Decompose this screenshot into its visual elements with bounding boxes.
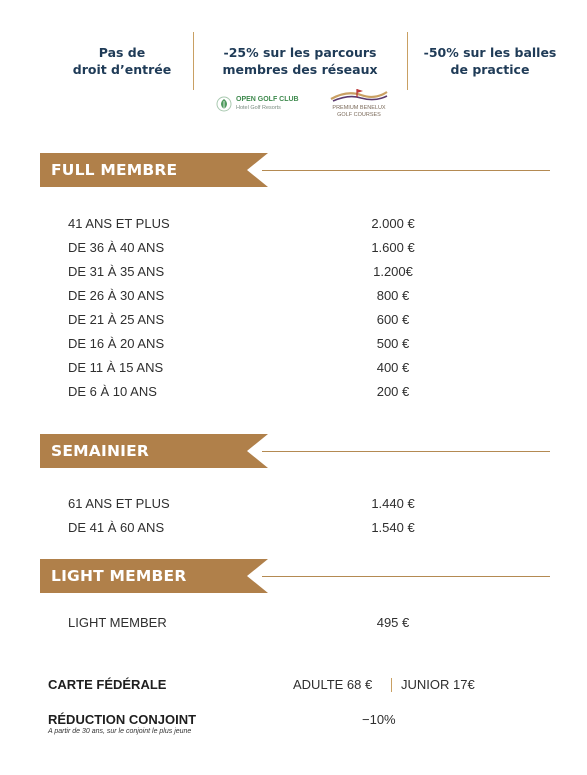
benefit-practice-line1: -50% sur les balles [423, 45, 557, 60]
price-row [0, 262, 587, 282]
flag-wave-icon [327, 88, 391, 102]
benefit-practice-discount [415, 44, 565, 78]
carte-federale-junior-price: JUNIOR 17€ [401, 677, 475, 692]
section-banner [40, 559, 268, 593]
price-row-value: 495 € [376, 615, 410, 630]
section-title: SEMAINIER [51, 442, 150, 460]
price-row [0, 286, 587, 306]
price-row-value: 500 € [376, 336, 410, 351]
price-row [0, 382, 587, 402]
price-row [0, 238, 587, 258]
premium-benelux-name-line2: GOLF COURSES [337, 112, 381, 118]
reduction-conjoint-note: A partir de 30 ans, sur le conjoint le plus jeune [48, 728, 192, 735]
price-row-value: 1.540 € [371, 520, 415, 535]
premium-benelux-name [324, 105, 394, 119]
price-row-value: 200 € [376, 384, 410, 399]
price-row-label: DE 41 À 60 ANS [68, 520, 165, 535]
price-row-label: DE 21 À 25 ANS [68, 312, 165, 327]
premium-benelux-name-line1: PREMIUM BENELUX [332, 105, 386, 111]
section-header-light-member [0, 559, 587, 595]
price-row-label: DE 31 À 35 ANS [68, 264, 165, 279]
price-row-label: DE 6 À 10 ANS [68, 384, 157, 399]
section-rule [262, 576, 550, 577]
benefit-divider [407, 32, 408, 90]
benefit-network-line1: -25% sur les parcours [223, 45, 377, 60]
benefit-divider [193, 32, 194, 90]
golf-leaf-icon [216, 96, 232, 112]
carte-federale-label: CARTE FÉDÉRALE [48, 677, 167, 692]
price-row-value: 1.600 € [371, 240, 415, 255]
price-row-label: DE 16 À 20 ANS [68, 336, 165, 351]
price-row-label: DE 26 À 30 ANS [68, 288, 165, 303]
price-row [0, 214, 587, 234]
price-row-value: 1.440 € [371, 496, 415, 511]
section-header-semainier [0, 434, 587, 470]
price-row-value: 1.200€ [373, 264, 413, 279]
benefits-strip [0, 30, 587, 130]
section-title: LIGHT MEMBER [51, 567, 187, 585]
section-header-full-membre [0, 153, 587, 189]
open-golf-club-logo [214, 96, 314, 116]
price-row [0, 334, 587, 354]
partner-logos [214, 88, 394, 124]
price-row-label: DE 36 À 40 ANS [68, 240, 165, 255]
price-row-label: DE 11 À 15 ANS [68, 360, 164, 375]
benefit-network-line2: membres des réseaux [222, 62, 378, 77]
price-row [0, 310, 587, 330]
price-row-label: 61 ANS ET PLUS [68, 496, 170, 511]
price-row [0, 613, 587, 633]
price-row-value: 600 € [376, 312, 410, 327]
benefit-practice-line2: de practice [450, 62, 530, 77]
price-row [0, 358, 587, 378]
section-rule [262, 451, 550, 452]
carte-federale-adult-price: ADULTE 68 € [293, 677, 373, 692]
benefit-entry-fee [62, 44, 182, 78]
price-divider [391, 678, 392, 692]
benefit-entry-fee-line1: Pas de [98, 45, 146, 60]
premium-benelux-logo [324, 88, 394, 124]
reduction-conjoint-value: −10% [362, 712, 396, 727]
price-row-value: 400 € [376, 360, 410, 375]
benefit-network-discount [200, 44, 400, 78]
section-title: FULL MEMBRE [51, 161, 178, 179]
price-row-label: LIGHT MEMBER [68, 615, 167, 630]
section-banner [40, 153, 268, 187]
open-golf-club-name: OPEN GOLF CLUB [236, 96, 299, 103]
price-row-value: 2.000 € [371, 216, 415, 231]
benefit-entry-fee-line2: droit d’entrée [72, 62, 172, 77]
price-row-label: 41 ANS ET PLUS [68, 216, 170, 231]
section-rule [262, 170, 550, 171]
price-row [0, 494, 587, 514]
reduction-conjoint-label: RÉDUCTION CONJOINT [48, 712, 197, 727]
open-golf-club-subtitle: Hotel Golf Resorts [236, 105, 281, 111]
section-banner [40, 434, 268, 468]
price-row [0, 518, 587, 538]
price-row-value: 800 € [376, 288, 410, 303]
